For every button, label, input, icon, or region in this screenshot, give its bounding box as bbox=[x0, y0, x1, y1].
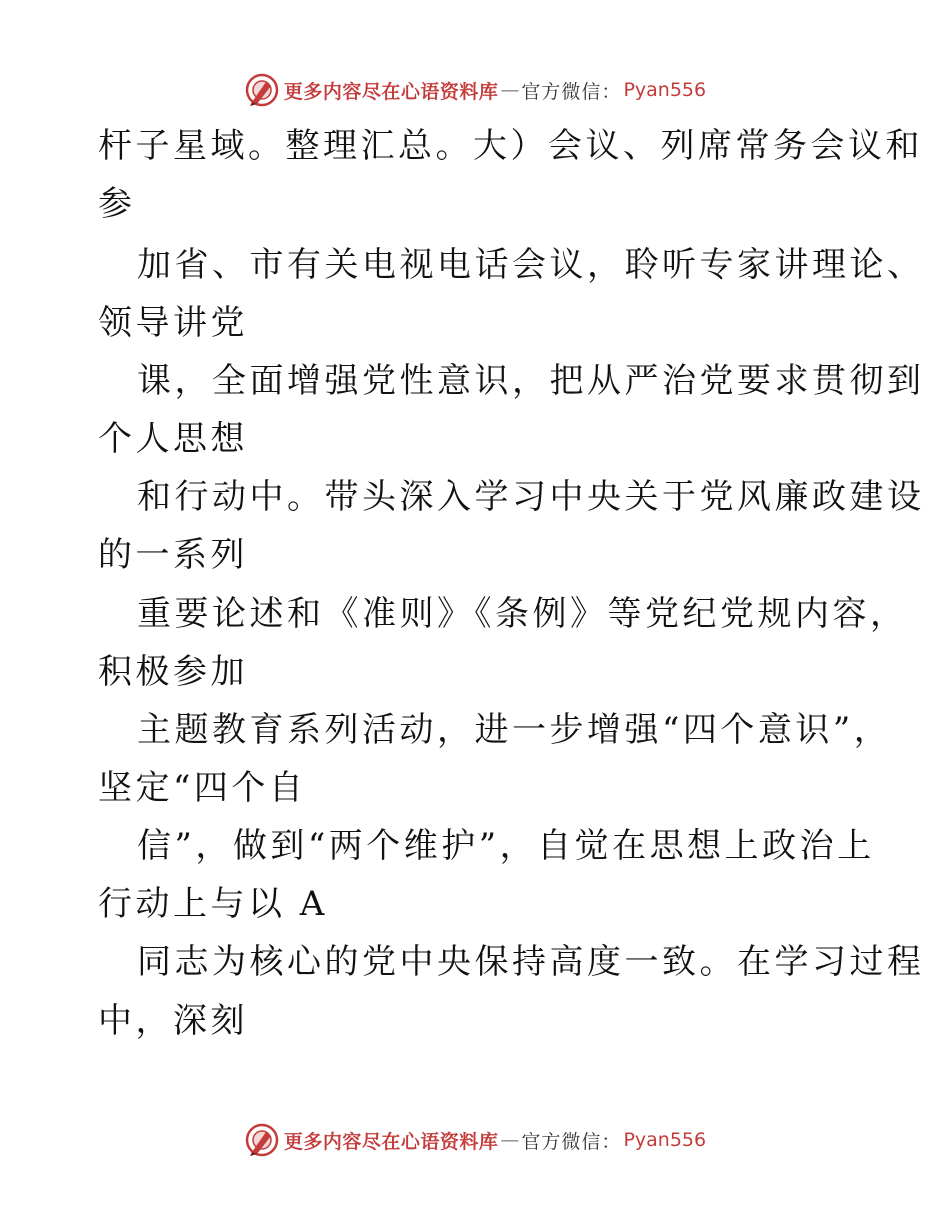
text-line: 个人思想 bbox=[98, 419, 248, 459]
text-line: 积极参加 bbox=[98, 652, 248, 692]
text-line: 杆子星域。整理汇总。大）会议、列席常务会议和 bbox=[98, 126, 923, 166]
text-line: 主题教育系列活动，进一步增强“四个意识”， bbox=[137, 710, 892, 750]
text-line: 加省、市有关电视电话会议，聆听专家讲理论、 bbox=[137, 245, 925, 285]
banner-wechat-label: 官方微信： bbox=[521, 1130, 622, 1153]
text-line: 行动上与以 A bbox=[98, 884, 328, 924]
banner-separator: — bbox=[500, 79, 520, 101]
pen-logo-icon bbox=[244, 1122, 280, 1158]
banner-wechat-label: 官方微信： bbox=[521, 80, 622, 103]
pen-logo-icon bbox=[244, 72, 280, 108]
text-line: 坚定“四个自 bbox=[98, 768, 307, 808]
text-line: 课，全面增强党性意识，把从严治党要求贯彻到 bbox=[137, 361, 925, 401]
text-line: 参 bbox=[98, 184, 136, 224]
text-line: 和行动中。带头深入学习中央关于党风廉政建设 bbox=[137, 477, 925, 517]
banner-separator: — bbox=[500, 1129, 520, 1151]
banner-wechat-id: Pyan556 bbox=[623, 79, 707, 101]
banner-site-text: 更多内容尽在心语资料库 bbox=[283, 80, 499, 103]
text-line: 信”，做到“两个维护”，自觉在思想上政治上 bbox=[137, 826, 875, 866]
text-line: 的一系列 bbox=[98, 535, 248, 575]
text-line: 中，深刻 bbox=[98, 1001, 248, 1041]
banner-site-text: 更多内容尽在心语资料库 bbox=[283, 1130, 499, 1153]
banner-wechat-id: Pyan556 bbox=[623, 1129, 707, 1151]
text-line: 同志为核心的党中央保持高度一致。在学习过程 bbox=[137, 942, 925, 982]
text-line: 领导讲党 bbox=[98, 303, 248, 343]
header-watermark bbox=[0, 70, 950, 110]
text-line: 重要论述和《准则》《条例》等党纪党规内容， bbox=[137, 594, 908, 634]
footer-watermark bbox=[0, 1120, 950, 1160]
